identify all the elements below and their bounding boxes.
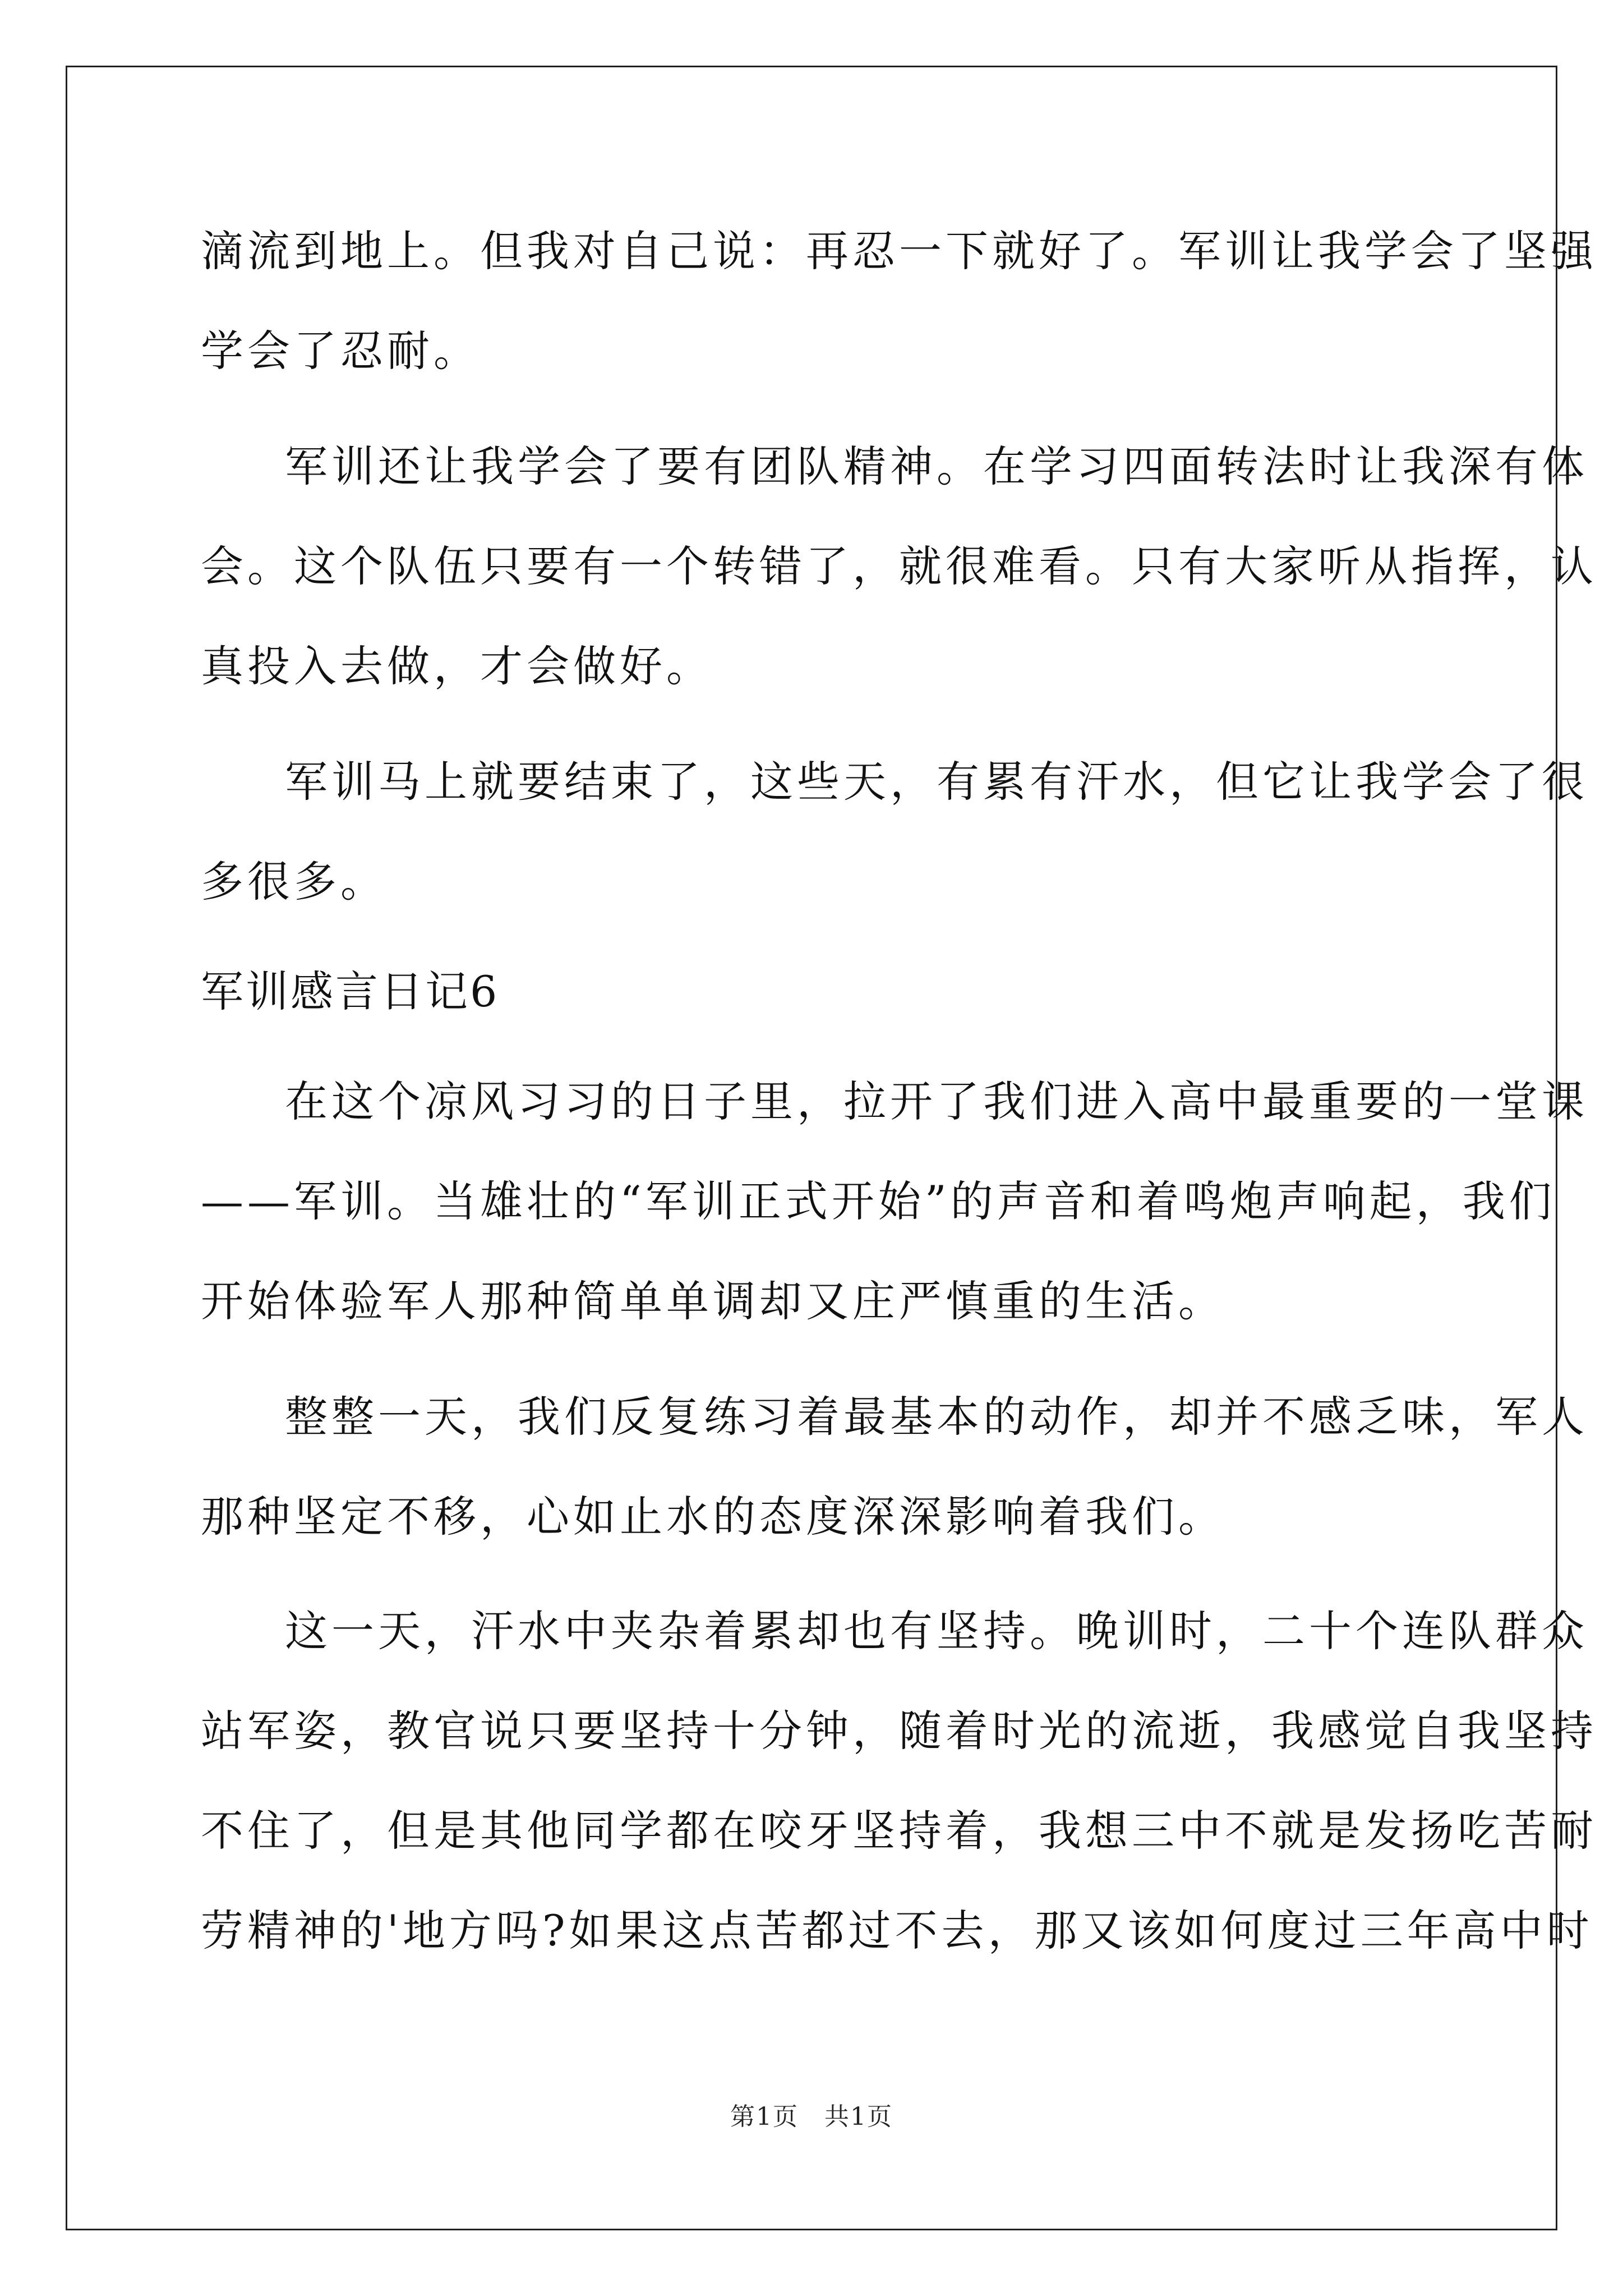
text-line-10: ——军训。当雄壮的“军训正式开始”的声音和着鸣炮声响起，我们 — [201, 1176, 1556, 1226]
text-line-17: 劳精神的'地方吗?如果这点苦都过不去，那又该如何度过三年高中时 — [201, 1906, 1593, 1955]
text-line-11: 开始体验军人那种简单单调却又庄严慎重的生活。 — [201, 1276, 1225, 1326]
text-line-12: 整整一天，我们反复练习着最基本的动作，却并不感乏味，军人 — [285, 1392, 1588, 1442]
text-line-5: 真投入去做，才会做好。 — [201, 641, 713, 691]
text-line-7: 多很多。 — [201, 857, 387, 907]
text-line-2: 学会了忍耐。 — [201, 326, 480, 376]
text-line-16: 不住了，但是其他同学都在咬牙坚持着，我想三中不就是发扬吃苦耐 — [201, 1806, 1597, 1856]
text-line-6: 军训马上就要结束了，这些天，有累有汗水，但它让我学会了很 — [285, 757, 1588, 807]
text-line-15: 站军姿，教官说只要坚持十分钟，随着时光的流逝，我感觉自我坚持 — [201, 1706, 1597, 1756]
text-line-9: 在这个凉风习习的日子里，拉开了我们进入高中最重要的一堂课 — [285, 1076, 1588, 1126]
text-line-13: 那种坚定不移，心如止水的态度深深影响着我们。 — [201, 1492, 1225, 1542]
page-number: 第1页 共1页 — [730, 2102, 893, 2131]
text-line-1: 滴流到地上。但我对自己说：再忍一下就好了。军训让我学会了坚强 — [201, 226, 1597, 276]
text-line-14: 这一天，汗水中夹杂着累却也有坚持。晚训时，二十个连队群众 — [285, 1606, 1588, 1656]
text-line-4: 会。这个队伍只要有一个转错了，就很难看。只有大家听从指挥，认 — [201, 541, 1597, 591]
section-heading: 军训感言日记6 — [201, 967, 500, 1016]
text-line-3: 军训还让我学会了要有团队精神。在学习四面转法时让我深有体 — [285, 441, 1588, 491]
